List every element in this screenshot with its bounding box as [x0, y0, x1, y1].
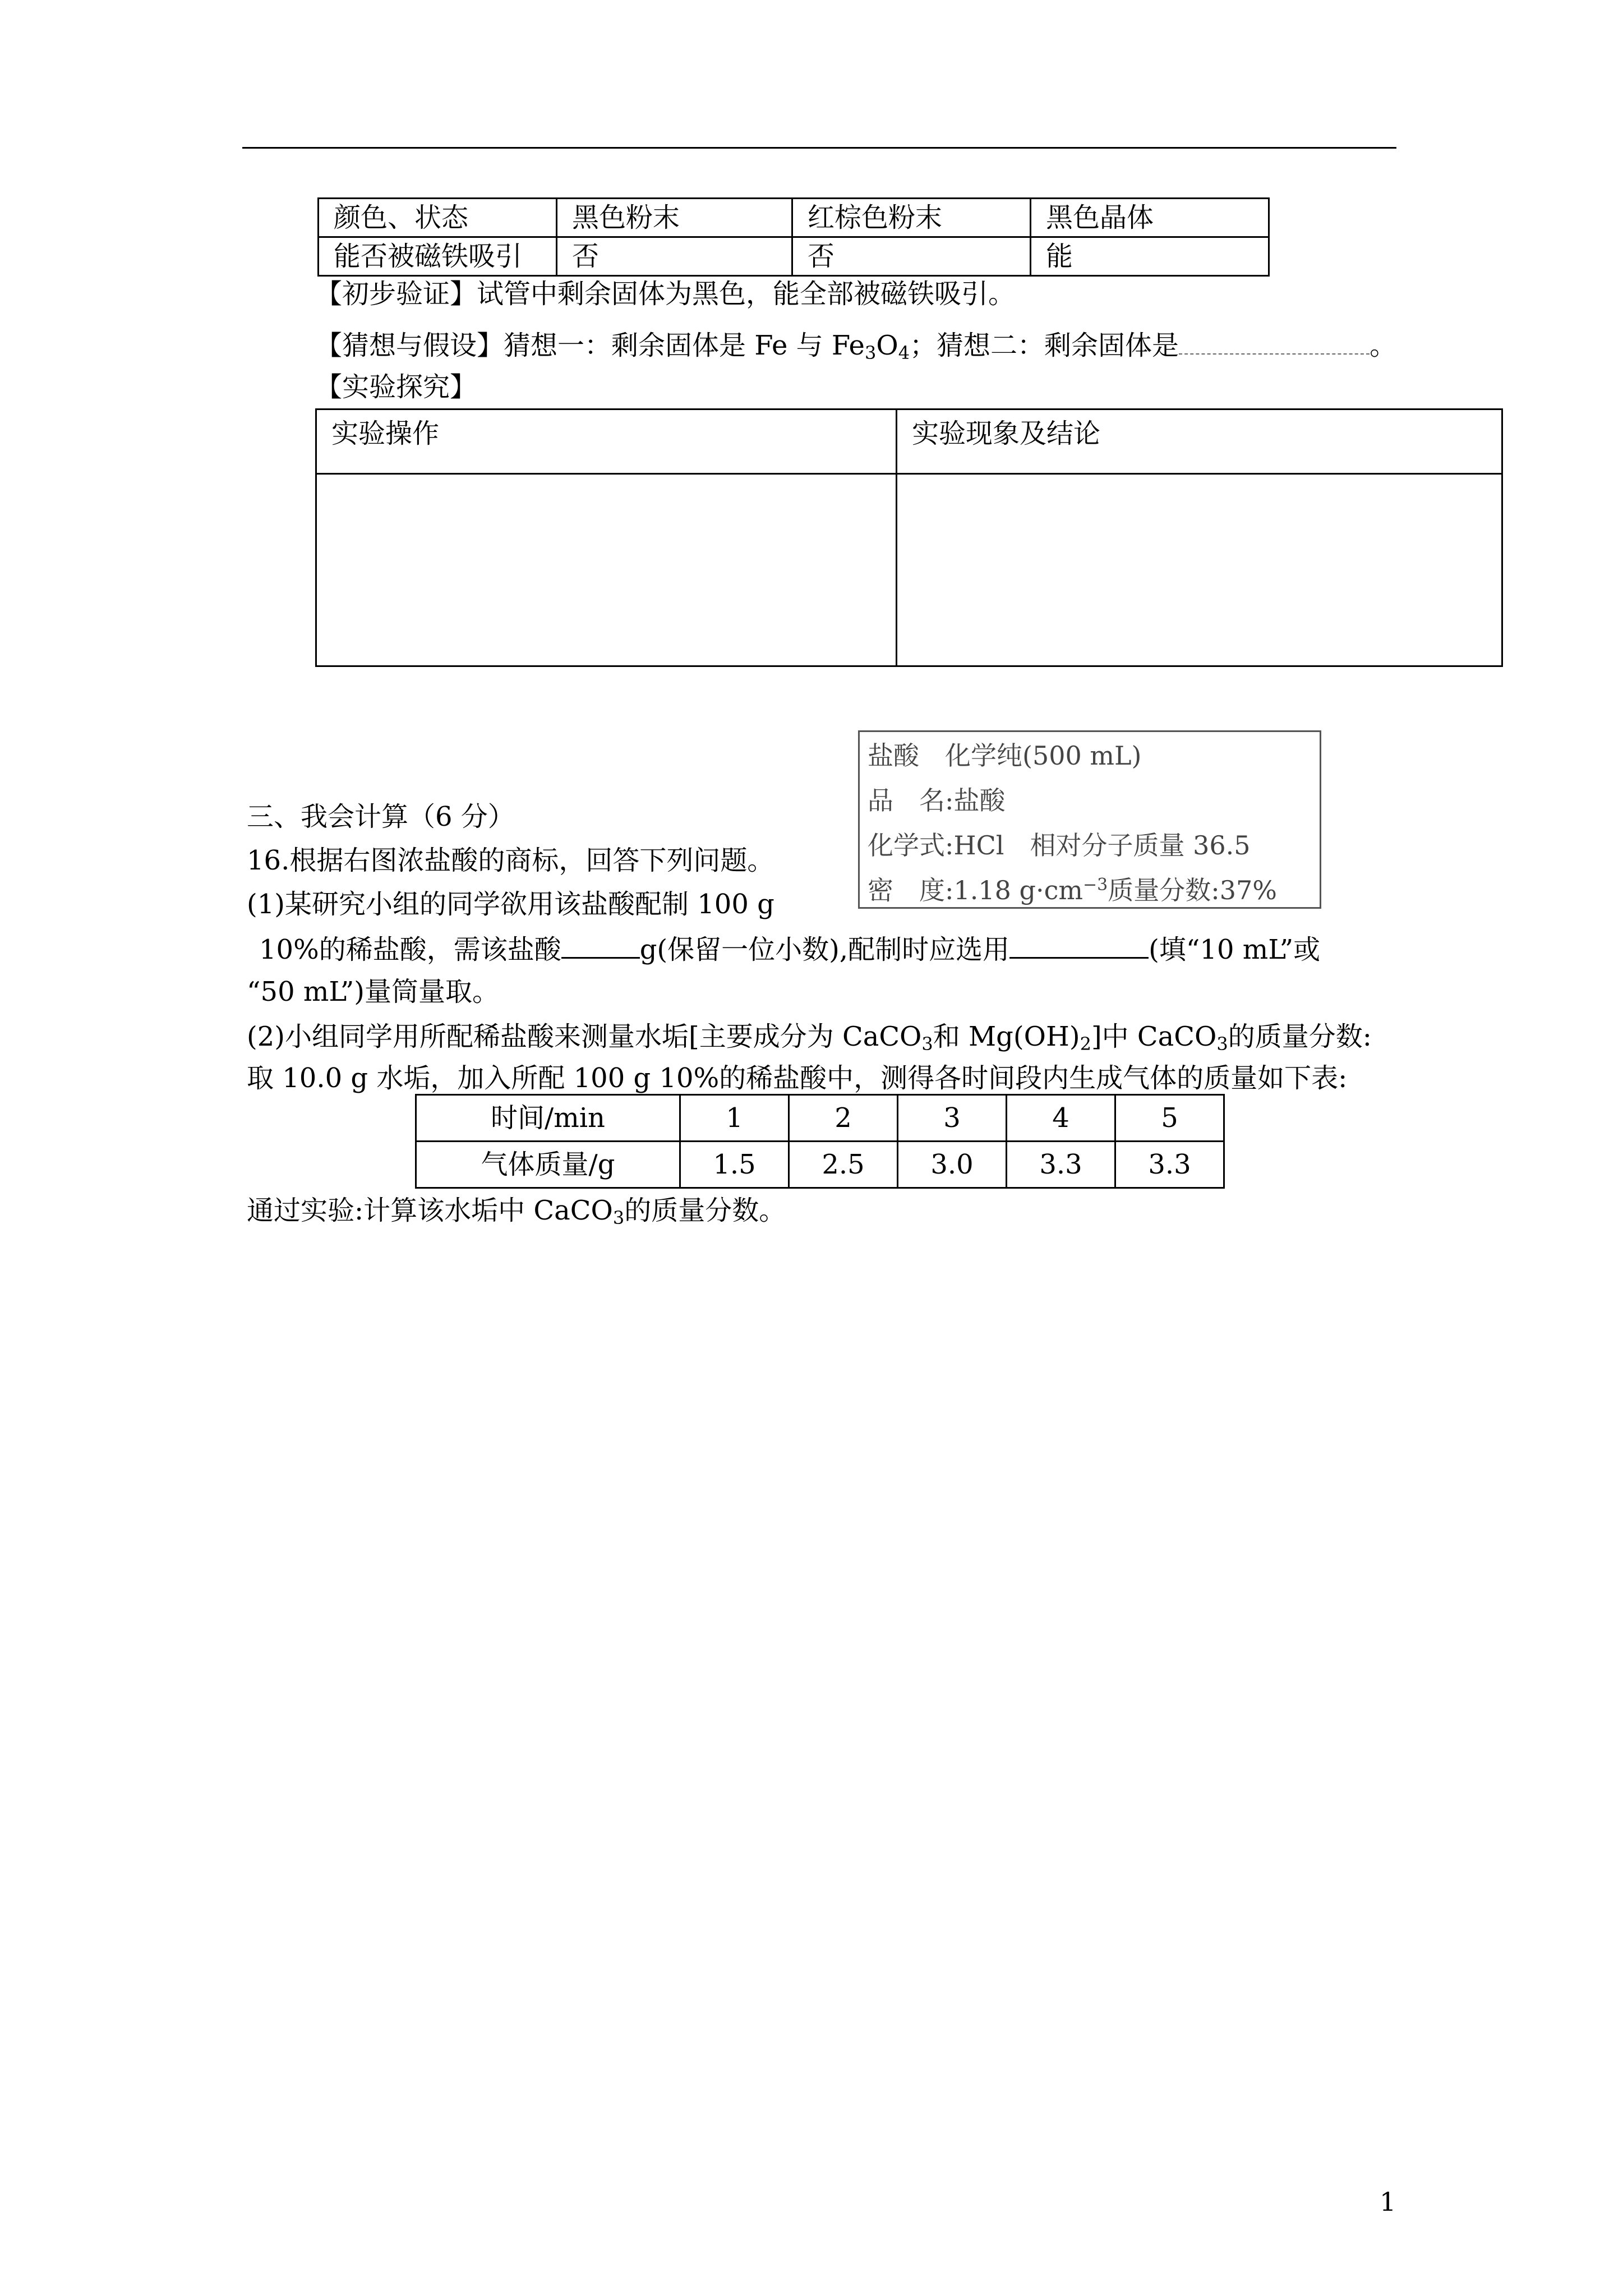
label-line: 化学式:HCl 相对分子质量 36.5: [868, 830, 1251, 861]
hcl-label: [858, 730, 1321, 909]
text-segment: g(保留一位小数),配制时应选用: [639, 934, 1010, 965]
table-cell: 否: [557, 237, 792, 276]
row-label: 时间/min: [416, 1095, 680, 1142]
answer-cell[interactable]: [316, 474, 897, 666]
answer-blank[interactable]: [1179, 328, 1370, 355]
superscript: −3: [1083, 875, 1108, 895]
table-cell: 3.3: [1115, 1142, 1224, 1188]
question-part-2: [247, 1018, 1372, 1056]
label-mass-fraction: 质量分数:37%: [1108, 875, 1277, 905]
answer-blank[interactable]: [1009, 929, 1149, 959]
subscript: 3: [1216, 1033, 1228, 1055]
label-line: 盐酸 化学纯(500 mL): [868, 740, 1142, 771]
subscript: 3: [612, 1207, 625, 1228]
question-part-2-line2: 取 10.0 g 水垢，加入所配 100 g 10%的稀盐酸中，测得各时间段内生成气体的质量如下表:: [247, 1062, 1348, 1094]
table-cell: 黑色晶体: [1031, 199, 1269, 237]
hypothesis-line: [315, 326, 1396, 365]
verify-text: 试管中剩余固体为黑色，能全部被磁铁吸引。: [477, 278, 1016, 310]
hypothesis-text-c: ；猜想二：剩余固体是: [910, 330, 1179, 361]
text-segment: ]中 CaCO: [1091, 1021, 1217, 1052]
table-header: 实验现象及结论: [897, 409, 1502, 474]
answer-cell[interactable]: [897, 474, 1502, 666]
table-cell: 3.3: [1007, 1142, 1115, 1188]
hypothesis-text-b: O: [876, 330, 898, 361]
table-cell: 否: [792, 237, 1031, 276]
subscript: 3: [864, 342, 877, 364]
explore-label: 【实验探究】: [315, 371, 477, 403]
section-title: 三、我会计算（6 分）: [247, 801, 515, 832]
header-rule: [242, 147, 1396, 149]
table-cell: 红棕色粉末: [792, 199, 1031, 237]
table-cell: 黑色粉末: [557, 199, 792, 237]
gas-mass-table: [415, 1094, 1225, 1189]
subscript: 4: [898, 342, 910, 364]
table-header: 实验操作: [316, 409, 897, 474]
answer-blank[interactable]: [561, 929, 640, 959]
table-cell: 颜色、状态: [319, 199, 557, 237]
text-segment: 的质量分数:: [1228, 1021, 1372, 1052]
text-segment: 通过实验:计算该水垢中 CaCO: [247, 1195, 613, 1226]
table-cell: 4: [1007, 1095, 1115, 1142]
question-part-1-line3: “50 mL”)量筒量取。: [247, 976, 500, 1007]
table-row: [316, 474, 1502, 666]
row-label: 气体质量/g: [416, 1142, 680, 1188]
table-row: [416, 1095, 1224, 1142]
page-number: 1: [1380, 2187, 1396, 2217]
table-row: [316, 409, 1502, 474]
subscript: 2: [1080, 1033, 1091, 1055]
label-density: 密 度:1.18 g·cm: [868, 875, 1083, 905]
text-segment: (2)小组同学用所配稀盐酸来测量水垢[主要成分为 CaCO: [247, 1021, 922, 1052]
text-segment: 10%的稀盐酸，需该盐酸: [259, 934, 561, 965]
property-table: [317, 197, 1270, 277]
table-cell: 3.0: [898, 1142, 1007, 1188]
label-line: 品 名:盐酸: [868, 785, 1006, 816]
table-cell: 2.5: [789, 1142, 898, 1188]
hypothesis-label: 【猜想与假设】: [315, 330, 504, 361]
table-cell: 2: [789, 1095, 898, 1142]
question-16: 16.根据右图浓盐酸的商标，回答下列问题。: [247, 845, 774, 876]
table-row: [319, 199, 1269, 237]
table-cell: 能: [1031, 237, 1269, 276]
table-cell: 能否被磁铁吸引: [319, 237, 557, 276]
verify-label: 【初步验证】: [315, 278, 477, 310]
final-question: [247, 1191, 786, 1230]
question-part-1: (1)某研究小组的同学欲用该盐酸配制 100 g: [247, 889, 774, 920]
table-cell: 5: [1115, 1095, 1224, 1142]
table-cell: 1.5: [680, 1142, 789, 1188]
table-cell: 1: [680, 1095, 789, 1142]
subscript: 3: [921, 1033, 933, 1055]
verify-line: [315, 275, 1015, 313]
explore-table: [315, 408, 1503, 667]
text-segment: 的质量分数。: [624, 1195, 786, 1226]
hypothesis-end: 。: [1370, 330, 1397, 361]
hypothesis-text-a: 猜想一：剩余固体是 Fe 与 Fe: [504, 330, 865, 361]
table-row: [416, 1142, 1224, 1188]
question-part-1-line2: [259, 929, 1320, 969]
text-segment: 和 Mg(OH): [933, 1021, 1080, 1052]
table-row: [319, 237, 1269, 276]
label-line: [868, 868, 1312, 913]
text-segment: (填“10 mL”或: [1149, 934, 1321, 965]
table-cell: 3: [898, 1095, 1007, 1142]
